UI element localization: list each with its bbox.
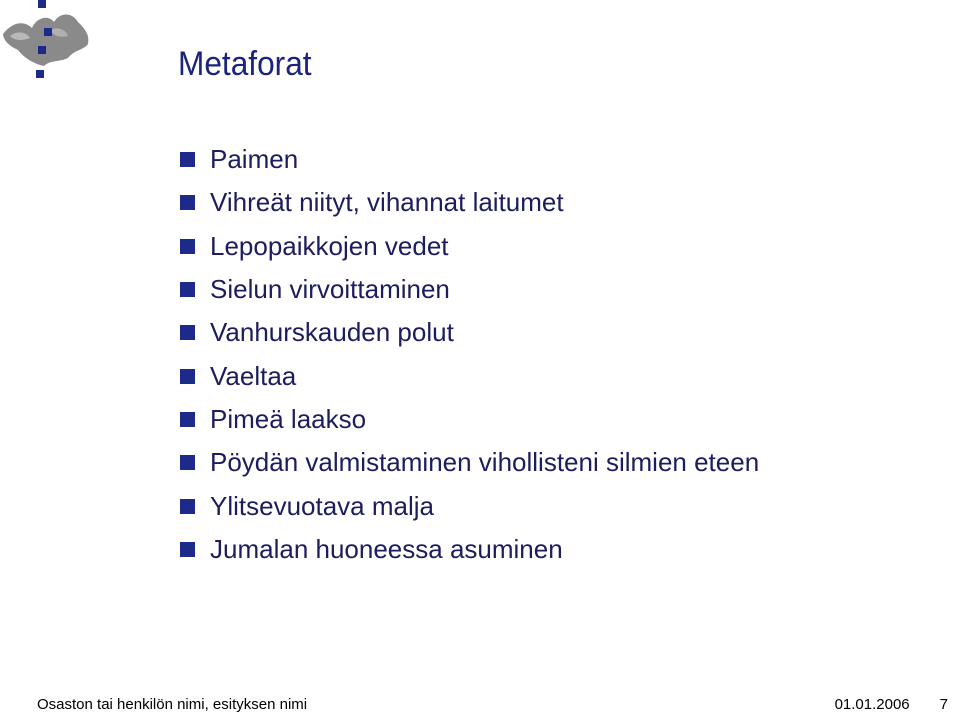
- list-item: [180, 268, 759, 311]
- list-item: [180, 484, 759, 527]
- list-item: [180, 225, 759, 268]
- bullet-text: Lepopaikkojen vedet: [210, 230, 449, 261]
- square-bullet-icon: [180, 282, 195, 297]
- bullet-text: Ylitsevuotava malja: [210, 490, 434, 521]
- bullet-text: Vihreät niityt, vihannat laitumet: [210, 187, 564, 218]
- bullet-text: Vanhurskauden polut: [210, 317, 454, 348]
- slide-footer: [37, 696, 948, 713]
- bullet-text: Vaeltaa: [210, 360, 297, 391]
- square-bullet-icon: [180, 499, 195, 514]
- footer-presenter: Osaston tai henkilön nimi, esityksen nimi: [37, 696, 308, 713]
- bullet-text: Paimen: [210, 144, 299, 175]
- list-item: [180, 354, 759, 397]
- footer-date: 01.01.2006: [834, 696, 910, 713]
- bullet-text: Pöydän valmistaminen vihollisteni silmien eteen: [210, 447, 760, 478]
- list-item: [180, 441, 759, 484]
- list-item: [180, 398, 759, 441]
- bullet-list: [180, 138, 759, 571]
- square-bullet-icon: [180, 542, 195, 557]
- square-bullet-icon: [180, 412, 195, 427]
- page-number: 7: [939, 696, 948, 713]
- list-item: [180, 311, 759, 354]
- square-bullet-icon: [180, 325, 195, 340]
- bullet-text: Sielun virvoittaminen: [210, 274, 450, 305]
- footer-meta: [835, 696, 948, 713]
- bullet-text: Pimeä laakso: [210, 403, 367, 434]
- square-bullet-icon: [180, 455, 195, 470]
- university-flame-logo-icon: [0, 0, 92, 80]
- square-bullet-icon: [180, 152, 195, 167]
- list-item: [180, 181, 759, 224]
- square-bullet-icon: [180, 195, 195, 210]
- list-item: [180, 528, 759, 571]
- square-bullet-icon: [180, 239, 195, 254]
- square-bullet-icon: [180, 369, 195, 384]
- slide-title: Metaforat: [178, 45, 312, 83]
- bullet-text: Jumalan huoneessa asuminen: [210, 533, 563, 564]
- list-item: [180, 138, 759, 181]
